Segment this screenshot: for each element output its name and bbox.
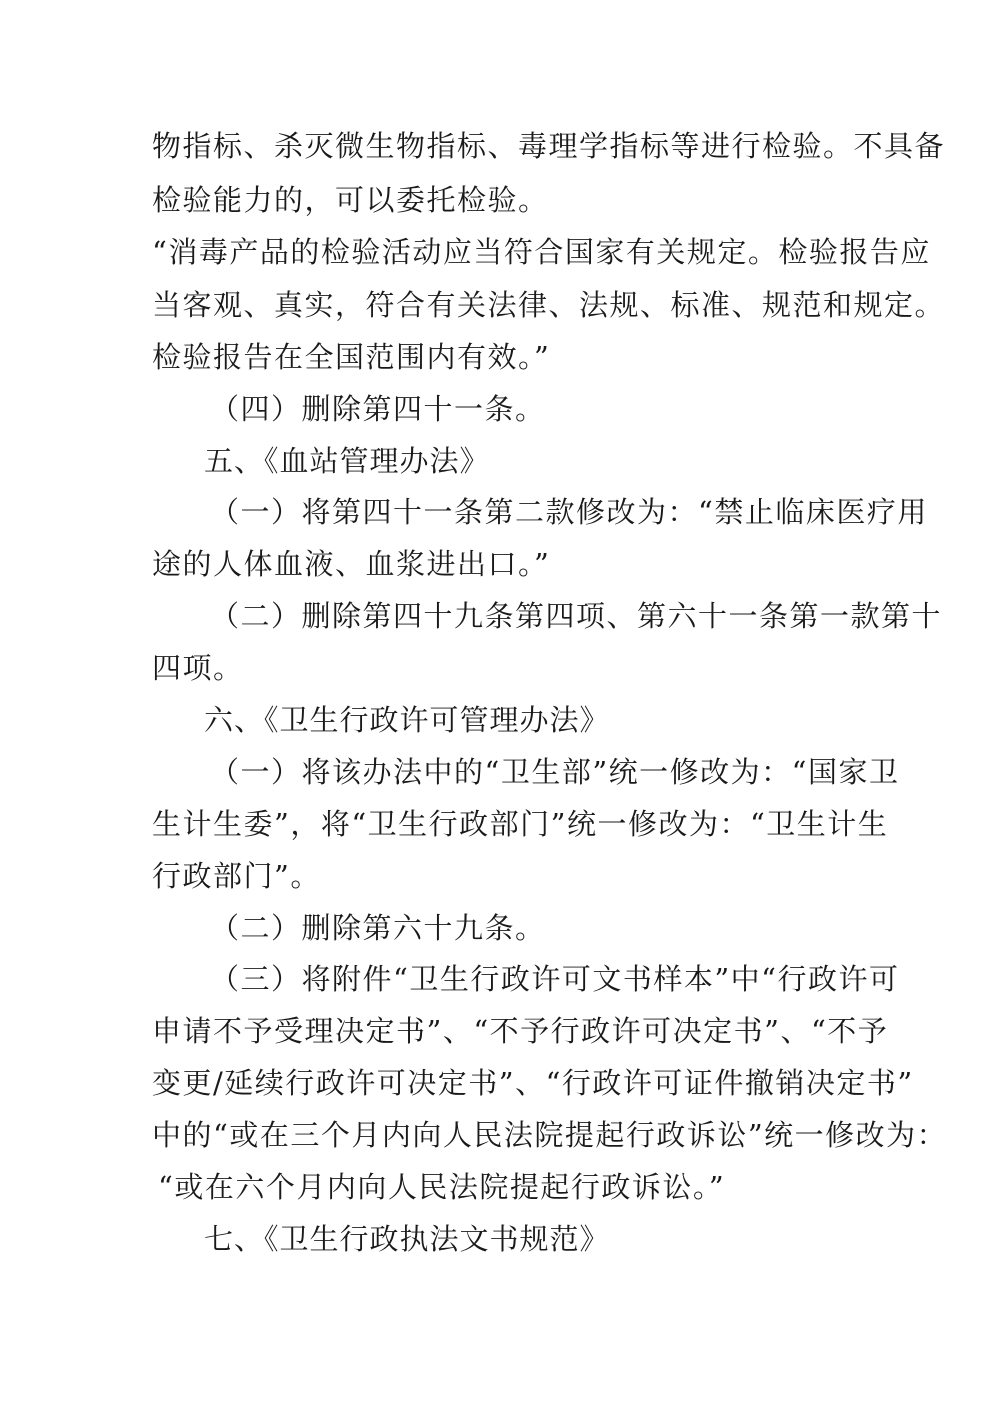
paragraph-line: （一）将该办法中的“卫生部”统一修改为：“国家卫 xyxy=(210,755,900,789)
paragraph-line: （二）删除第六十九条。 xyxy=(210,911,546,945)
paragraph-line: （三）将附件“卫生行政许可文书样本”中“行政许可 xyxy=(210,962,900,996)
paragraph-line: 当客观、真实，符合有关法律、法规、标准、规范和规定。 xyxy=(152,288,946,322)
section-heading: 五、《血站管理办法》 xyxy=(204,444,490,478)
paragraph-line: 生计生委”，将“卫生行政部门”统一修改为：“卫生计生 xyxy=(152,807,889,841)
paragraph-line: “或在六个月内向人民法院提起行政诉讼。” xyxy=(158,1170,726,1204)
paragraph-line: 四项。 xyxy=(152,651,244,685)
paragraph-line: 物指标、杀灭微生物指标、毒理学指标等进行检验。不具备 xyxy=(152,129,946,163)
paragraph-line: （四）删除第四十一条。 xyxy=(210,392,546,426)
paragraph-line: 检验报告在全国范围内有效。” xyxy=(152,340,551,374)
paragraph-line: “消毒产品的检验活动应当符合国家有关规定。检验报告应 xyxy=(152,235,931,269)
paragraph-line: 变更/延续行政许可决定书”、“行政许可证件撤销决定书” xyxy=(152,1066,914,1100)
paragraph-line: 申请不予受理决定书”、“不予行政许可决定书”、“不予 xyxy=(152,1014,889,1048)
section-heading: 六、《卫生行政许可管理办法》 xyxy=(204,703,610,737)
paragraph-line: 检验能力的，可以委托检验。 xyxy=(152,183,549,217)
paragraph-line: 中的“或在三个月内向人民法院提起行政诉讼”统一修改为： xyxy=(152,1118,948,1152)
paragraph-line: 途的人体血液、血浆进出口。” xyxy=(152,547,551,581)
paragraph-line: （二）删除第四十九条第四项、第六十一条第一款第十 xyxy=(210,599,943,633)
paragraph-line: 行政部门”。 xyxy=(152,859,321,893)
section-heading: 七、《卫生行政执法文书规范》 xyxy=(204,1222,610,1256)
paragraph-line: （一）将第四十一条第二款修改为：“禁止临床医疗用 xyxy=(210,495,928,529)
